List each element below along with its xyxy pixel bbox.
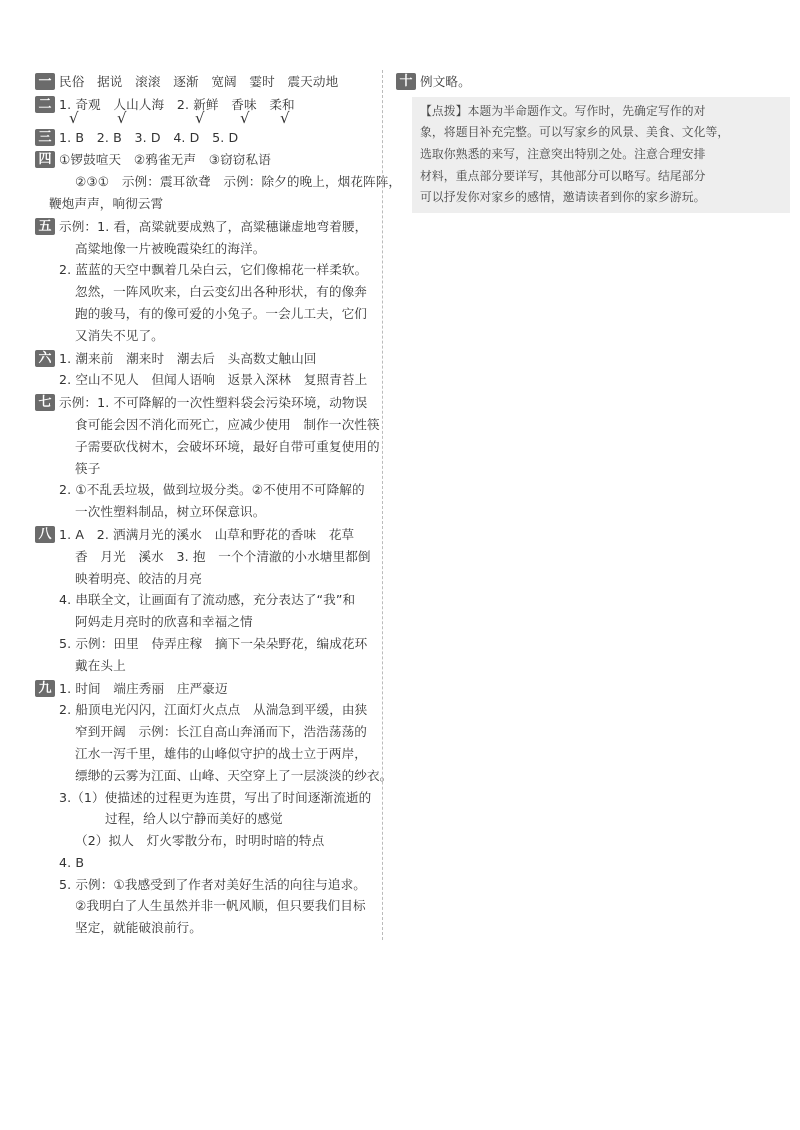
check-icon: √ (69, 108, 79, 127)
answer-line: 香 月光 溪水 3. 抱 一个个清澈的小水塘里都倒 (75, 548, 371, 564)
check-icon: √ (195, 108, 205, 127)
section-badge: 七 (35, 394, 55, 411)
answer-line: ②③① 示例：震耳欲聋 示例：除夕的晚上，烟花阵阵， (75, 174, 402, 190)
answer-line: 3.（1）使描述的过程更为连贯，写出了时间逐渐流逝的 (59, 789, 372, 805)
answer-line: ②我明白了人生虽然并非一帆风顺，但只要我们目标 (75, 898, 366, 914)
answer-line: 1. 奇观 人山人海 2. 新鲜 香味 柔和 (59, 96, 295, 112)
section-3 (35, 127, 373, 149)
section-badge: 八 (35, 526, 55, 543)
answer-column-right (396, 70, 786, 213)
answer-line: 一次性塑料制品，树立环保意识。 (75, 504, 266, 520)
check-icon: √ (117, 108, 127, 127)
section-1 (35, 71, 373, 93)
answer-line: 2. 空山不见人 但闻人语响 返景入深林 复照青苔上 (59, 372, 368, 388)
answer-line: 江水一泻千里，雄伟的山峰似守护的战士立于两岸， (75, 745, 367, 761)
column-divider (382, 70, 383, 940)
answer-line: 示例：1. 不可降解的一次性塑料袋会污染环境，动物误 (59, 395, 368, 411)
section-badge: 三 (35, 129, 55, 146)
answer-line: 示例：1. 看，高粱就要成熟了，高粱穗谦虚地弯着腰， (59, 218, 368, 234)
answer-line: ①锣鼓喧天 ②鸦雀无声 ③窃窃私语 (59, 152, 271, 168)
tip-line: 【点拨】本题为半命题作文。写作时，先确定写作的对 (420, 103, 706, 118)
check-icon: √ (240, 108, 250, 127)
check-icon: √ (280, 108, 290, 127)
section-badge: 四 (35, 151, 55, 168)
answer-line: 戴在头上 (75, 657, 126, 673)
answer-line: 窄到开阔 示例：长江自高山奔涌而下，浩浩荡荡的 (75, 724, 367, 740)
answer-line: 民俗 据说 滚滚 逐渐 宽阔 霎时 震天动地 (59, 74, 339, 89)
tip-line: 材料，重点部分要详写，其他部分可以略写。结尾部分 (420, 168, 706, 183)
section-badge: 六 (35, 350, 55, 367)
answer-line: 高粱地像一片被晚霞染红的海洋。 (75, 240, 266, 256)
section-10 (396, 71, 786, 93)
section-7 (35, 392, 380, 523)
section-badge: 十 (396, 73, 416, 90)
answer-line: 例文略。 (420, 74, 471, 89)
section-badge: 二 (35, 96, 55, 113)
answer-line: 2. ①不乱丢垃圾，做到垃圾分类。②不使用不可降解的 (59, 482, 365, 498)
section-badge: 一 (35, 73, 55, 90)
tip-line: 可以抒发你对家乡的感情，邀请读者到你的家乡游玩。 (420, 190, 706, 205)
section-badge: 五 (35, 218, 55, 235)
answer-line: 食可能会因不消化而死亡，应减少使用 制作一次性筷 (75, 416, 380, 432)
section-8 (35, 524, 373, 677)
answer-line: 5. 示例：田里 侍弄庄稼 摘下一朵朵野花，编成花环 (59, 635, 368, 651)
section-6 (35, 348, 373, 392)
section-5 (35, 216, 373, 347)
tip-line: 选取你熟悉的来写，注意突出特别之处。注意合理安排 (420, 146, 706, 161)
answer-line: 2. 船顶电光闪闪，江面灯火点点 从湍急到平缓，由狭 (59, 702, 368, 718)
answer-line: 1. B 2. B 3. D 4. D 5. D (59, 129, 239, 145)
answer-line: 映着明亮、皎洁的月亮 (75, 570, 202, 586)
answer-column-left (35, 70, 402, 939)
answer-line: 4. B (59, 854, 85, 870)
answer-line: 1. 时间 端庄秀丽 庄严豪迈 (59, 680, 228, 696)
answer-line: 筷子 (75, 460, 101, 476)
tip-box (412, 97, 790, 213)
answer-line: 阿妈走月亮时的欣喜和幸福之情 (75, 614, 253, 630)
answer-line: 又消失不见了。 (75, 327, 164, 343)
answer-line: 跑的骏马，有的像可爱的小兔子。一会儿工夫，它们 (75, 305, 367, 321)
answer-line: 忽然，一阵风吹来，白云变幻出各种形状，有的像奔 (75, 284, 367, 300)
section-9 (35, 678, 393, 940)
answer-line: 缥缈的云雾为江面、山峰、天空穿上了一层淡淡的纱衣。 (75, 767, 393, 783)
answer-line: 5. 示例：①我感受到了作者对美好生活的向往与追求。 (59, 876, 366, 892)
answer-line: 1. 潮来前 潮来时 潮去后 头高数丈触山回 (59, 350, 317, 366)
answer-line: 4. 串联全文，让画面有了流动感，充分表达了“我”和 (59, 592, 356, 608)
answer-line: 2. 蓝蓝的天空中飘着几朵白云，它们像棉花一样柔软。 (59, 262, 368, 278)
answer-line: 坚定，就能破浪前行。 (75, 920, 202, 936)
checkmark-row (59, 108, 373, 127)
answer-line: 子需要砍伐树木，会破坏环境，最好自带可重复使用的 (75, 438, 380, 454)
tip-line: 象，将题目补充完整。可以写家乡的风景、美食、文化等， (420, 125, 730, 140)
answer-line: （2）拟人 灯火零散分布，时明时暗的特点 (75, 833, 325, 849)
section-2 (35, 94, 373, 125)
section-badge: 九 (35, 680, 55, 697)
answer-line: 过程，给人以宁静而美好的感觉 (105, 811, 283, 827)
section-4 (35, 149, 402, 214)
answer-line: 鞭炮声声，响彻云霄 (49, 195, 164, 211)
answer-line: 1. A 2. 洒满月光的溪水 山草和野花的香味 花草 (59, 526, 355, 542)
